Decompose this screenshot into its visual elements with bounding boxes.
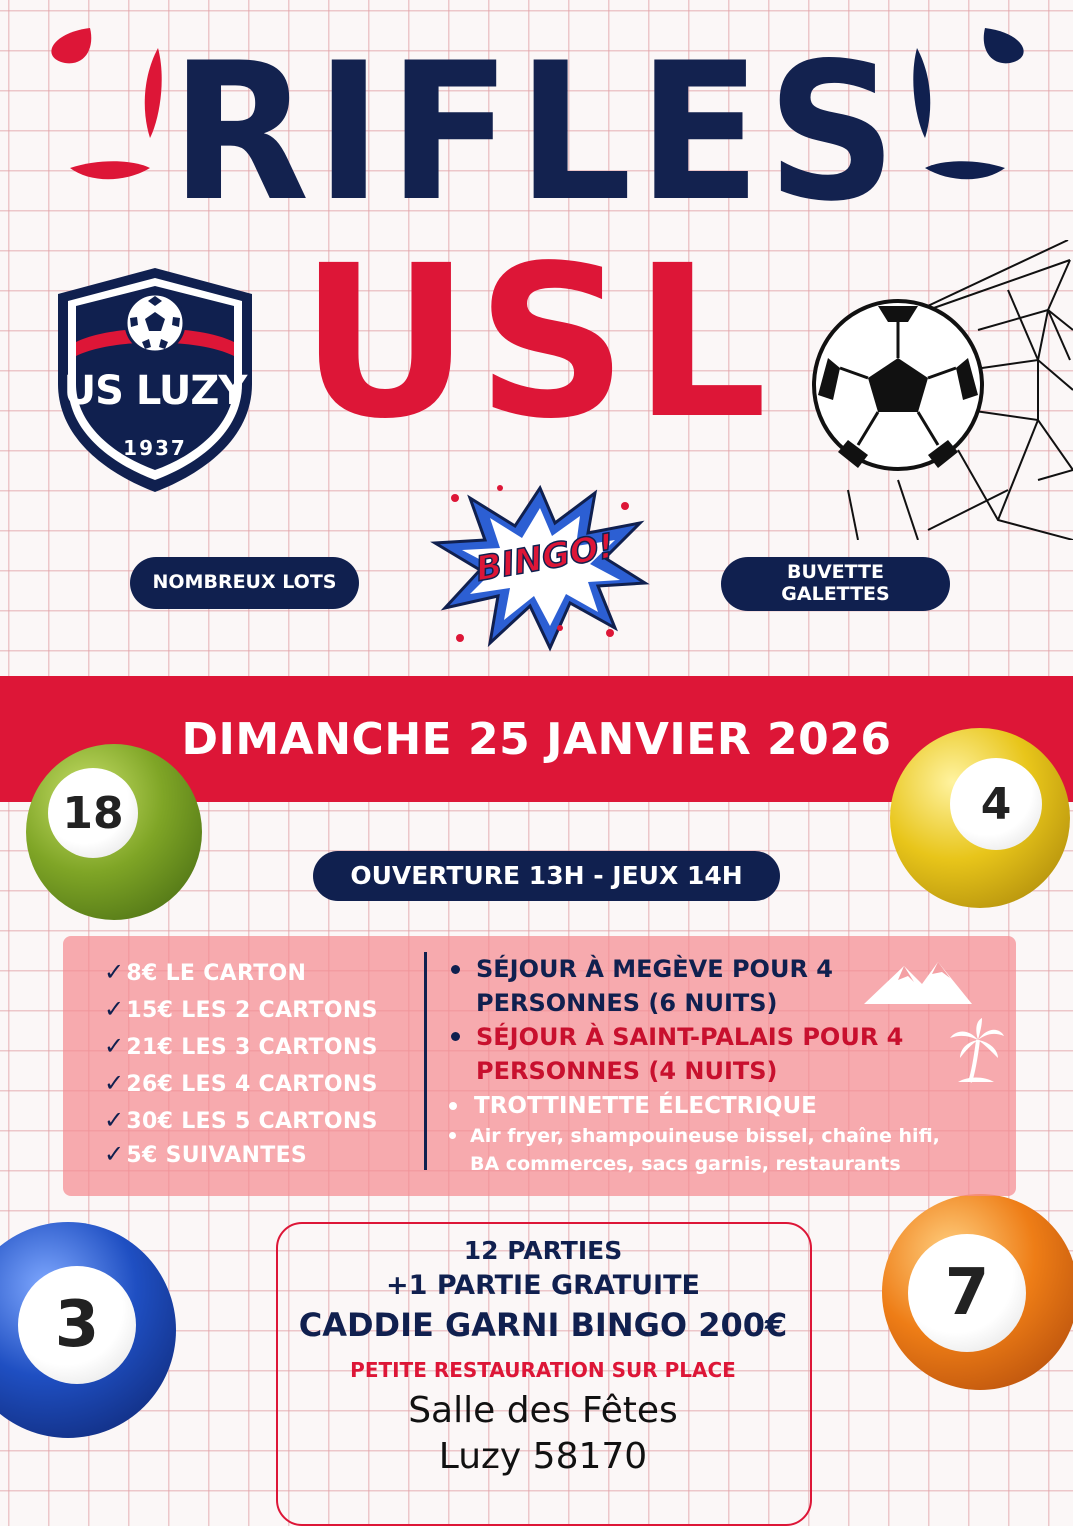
info-parties: 12 PARTIES	[463, 1236, 623, 1265]
bullet	[451, 1032, 460, 1041]
crest-club-name: US LUZY	[63, 368, 247, 414]
bullet	[449, 1132, 456, 1139]
bingo-ball-4	[890, 728, 1070, 908]
soccer-ball-icon	[124, 292, 186, 354]
info-caddie: CADDIE GARNI BINGO 200€	[298, 1306, 788, 1344]
check-icon: ✓	[104, 1106, 125, 1134]
price-row	[104, 1032, 378, 1060]
title-rifles: RIFLES	[170, 22, 903, 243]
ball-number: 3	[18, 1266, 136, 1384]
check-icon: ✓	[104, 1140, 125, 1168]
ball-number: 18	[48, 768, 138, 858]
bingo-ball-7	[882, 1194, 1073, 1390]
info-food: PETITE RESTAURATION SUR PLACE	[350, 1358, 736, 1382]
soccer-net-illustration	[808, 240, 1073, 540]
prize-trottinette: TROTTINETTE ÉLECTRIQUE	[474, 1093, 817, 1119]
crest-year: 1937	[123, 436, 187, 460]
info-town: Luzy 58170	[438, 1436, 648, 1477]
prize-saint-palais-line2: PERSONNES (4 NUITS)	[476, 1057, 778, 1085]
bingo-ball-3	[0, 1222, 176, 1438]
lots-pill-label: NOMBREUX LOTS	[152, 571, 337, 594]
prize-megeve-line1: SÉJOUR À MEGÈVE POUR 4	[476, 955, 833, 983]
price-row	[104, 1140, 307, 1168]
price-row	[104, 995, 378, 1023]
lots-pill	[130, 557, 359, 609]
title-usl: USL	[299, 220, 774, 465]
hours-pill	[313, 851, 780, 901]
ball-number: 7	[908, 1234, 1026, 1352]
price-label: 15€ LES 2 CARTONS	[126, 998, 378, 1023]
ball-number: 4	[950, 758, 1042, 850]
bullet	[451, 965, 460, 974]
price-row	[104, 958, 306, 986]
price-prize-divider	[424, 952, 427, 1170]
prize-others-line1: Air fryer, shampouineuse bissel, chaîne hifi,	[470, 1125, 940, 1147]
price-label: 21€ LES 3 CARTONS	[126, 1035, 378, 1060]
price-row	[104, 1069, 378, 1097]
check-icon: ✓	[104, 1032, 125, 1060]
club-crest	[52, 264, 258, 496]
prize-megeve-line2: PERSONNES (6 NUITS)	[476, 989, 778, 1017]
bullet	[449, 1102, 457, 1110]
bingo-ball-18	[26, 744, 202, 920]
info-venue: Salle des Fêtes	[408, 1390, 678, 1431]
info-free-game: +1 PARTIE GRATUITE	[386, 1270, 700, 1301]
bingo-burst-label: BINGO!	[472, 526, 618, 590]
mountain-icon	[864, 958, 972, 1006]
price-row	[104, 1106, 378, 1134]
prize-others-line2: BA commerces, sacs garnis, restaurants	[470, 1153, 901, 1175]
price-label: 26€ LES 4 CARTONS	[126, 1072, 378, 1097]
hours-pill-text: OUVERTURE 13H - JEUX 14H	[350, 860, 743, 890]
price-label: 8€ LE CARTON	[126, 961, 307, 986]
palm-tree-icon	[948, 1018, 1006, 1084]
check-icon: ✓	[104, 1069, 125, 1097]
buvette-pill-line1: BUVETTE	[787, 561, 884, 584]
check-icon: ✓	[104, 958, 125, 986]
date-banner-text: DIMANCHE 25 JANVIER 2026	[181, 713, 892, 765]
buvette-pill-line2: GALETTES	[781, 583, 890, 605]
check-icon: ✓	[104, 995, 125, 1023]
prize-saint-palais-line1: SÉJOUR À SAINT-PALAIS POUR 4	[476, 1023, 904, 1051]
bingo-burst	[430, 478, 650, 658]
price-label: 30€ LES 5 CARTONS	[126, 1109, 378, 1134]
price-label: 5€ SUIVANTES	[126, 1143, 308, 1168]
buvette-pill	[721, 557, 950, 611]
